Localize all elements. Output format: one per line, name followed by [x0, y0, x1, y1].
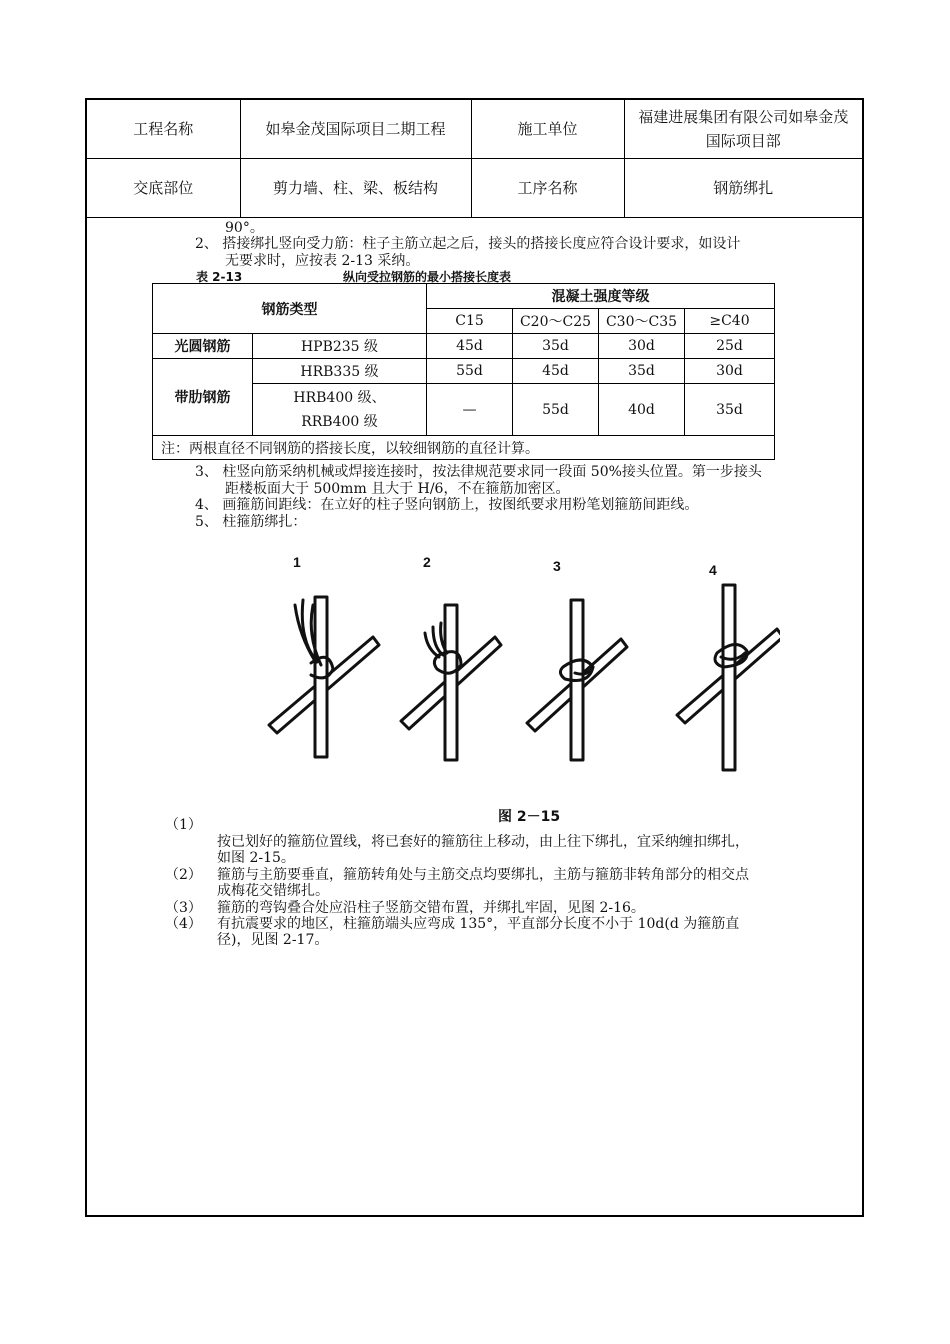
tie-steps-figure [255, 545, 780, 825]
construction-unit-value: 福建进展集团有限公司如皋金茂国际项目部 [624, 100, 862, 159]
table-cell: 40d [599, 384, 685, 436]
col-rebar-type: 钢筋类型 [153, 284, 427, 334]
project-name-value: 如皋金茂国际项目二期工程 [240, 100, 471, 159]
figure-caption: 图 2－15 [498, 809, 561, 825]
group-ribbed-rebar: 带肋钢筋 [153, 359, 253, 436]
sub-item-2-line-1: 箍筋与主筋要垂直，箍筋转角处与主筋交点均要绑扎，主筋与箍筋非转角部分的相交点 [217, 867, 749, 883]
step-2-label: 2 [423, 554, 431, 570]
grade-c30-c35: C30～C35 [599, 309, 685, 334]
table-cell: 35d [685, 384, 775, 436]
table-note: 注：两根直径不同钢筋的搭接长度，以较细钢筋的直径计算。 [153, 436, 775, 460]
project-name-label: 工程名称 [87, 100, 240, 159]
text-item-2-line-1: 2、 搭接绑扎竖向受力筋：柱子主筋立起之后，接头的搭接长度应符合设计要求，如设计 [195, 236, 741, 252]
table-cell: 30d [599, 334, 685, 359]
row-name: HRB335 级 [253, 359, 427, 384]
group-plain-rebar: 光圆钢筋 [153, 334, 253, 359]
text-item-4: 4、 画箍筋间距线：在立好的柱子竖向钢筋上，按图纸要求用粉笔划箍筋间距线。 [195, 497, 699, 513]
step-1-label: 1 [293, 554, 301, 570]
table-cell: 25d [685, 334, 775, 359]
text-item-3-line-2: 距楼板面大于 500mm 且大于 H/6，不在箍筋加密区。 [225, 481, 570, 497]
table-cell: 35d [599, 359, 685, 384]
sub-item-2-line-2: 成梅花交错绑扎。 [217, 883, 329, 899]
lap-length-table [152, 283, 775, 460]
text-item-2-line-2: 无要求时，应按表 2-13 采纳。 [225, 253, 420, 269]
tie-step-4-drawing [677, 585, 780, 770]
sub-item-4-number: （4） [165, 916, 202, 932]
grade-c20-c25: C20～C25 [513, 309, 599, 334]
sub-item-3-number: （3） [165, 900, 202, 916]
table-cell: 35d [513, 334, 599, 359]
sub-item-1-number: （1） [165, 817, 202, 833]
table-cell: 45d [513, 359, 599, 384]
table-cell: 55d [427, 359, 513, 384]
process-name-value: 钢筋绑扎 [624, 159, 862, 218]
sub-item-2-number: （2） [165, 867, 202, 883]
header-table [87, 100, 862, 218]
sub-item-1-line-2: 如图 2-15。 [217, 850, 295, 866]
table-cell: 30d [685, 359, 775, 384]
text-item-5: 5、 柱箍筋绑扎： [195, 514, 307, 530]
handover-part-label: 交底部位 [87, 159, 240, 218]
grade-c40: ≥C40 [685, 309, 775, 334]
text-line-angle: 90°。 [225, 220, 264, 236]
table-title: 纵向受拉钢筋的最小搭接长度表 [343, 270, 512, 284]
sub-item-1-line-1: 按已划好的箍筋位置线，将已套好的箍筋往上移动，由上往下绑扎，宜采纳缠扣绑扎， [217, 834, 749, 850]
step-3-label: 3 [553, 558, 561, 574]
tie-step-1-drawing [269, 597, 379, 757]
sub-item-4-line-2: 径)，见图 2-17。 [217, 932, 329, 948]
text-item-3-line-1: 3、 柱竖向筋采纳机械或焊接连接时，按法律规范要求同一段面 50%接头位置。第一步接头 [195, 464, 762, 480]
table-cell: 45d [427, 334, 513, 359]
tie-step-3-drawing [527, 600, 627, 760]
construction-unit-label: 施工单位 [471, 100, 624, 159]
row-name: HRB400 级、RRB400 级 [253, 384, 427, 436]
table-cell: — [427, 384, 513, 436]
tie-step-2-drawing [401, 605, 501, 760]
grade-c15: C15 [427, 309, 513, 334]
table-number: 表 2-13 [196, 270, 243, 284]
step-4-label: 4 [709, 562, 717, 578]
handover-part-value: 剪力墙、柱、梁、板结构 [240, 159, 471, 218]
process-name-label: 工序名称 [471, 159, 624, 218]
col-concrete-grade: 混凝土强度等级 [427, 284, 775, 309]
sub-item-3-line-1: 箍筋的弯钩叠合处应沿柱子竖筋交错布置，并绑扎牢固，见图 2-16。 [217, 900, 645, 916]
row-name: HPB235 级 [253, 334, 427, 359]
table-cell: 55d [513, 384, 599, 436]
sub-item-4-line-1: 有抗震要求的地区，柱箍筋端头应弯成 135°，平直部分长度不小于 10d(d 为箍筋直 [217, 916, 740, 932]
